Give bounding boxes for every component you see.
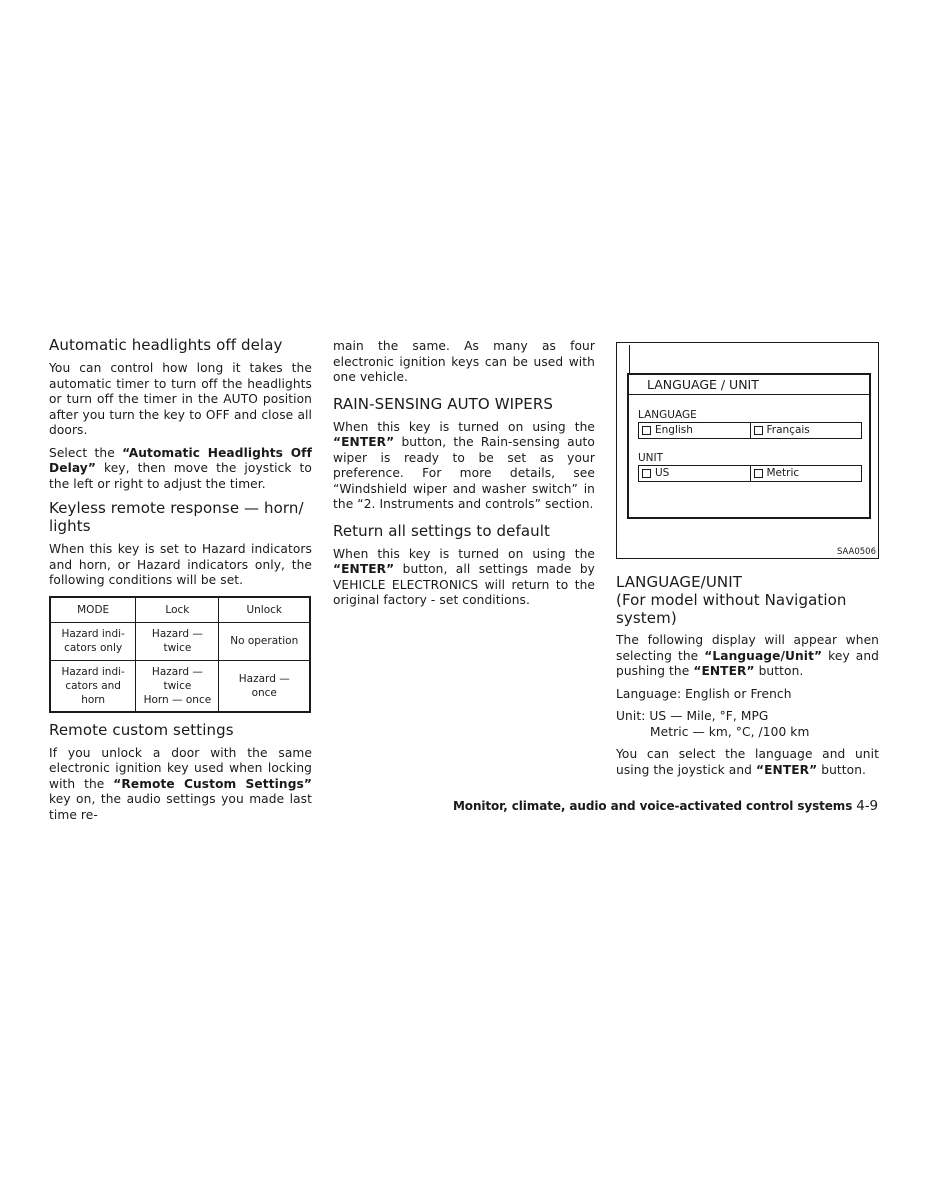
heading-remote-custom: Remote custom settings	[49, 720, 234, 739]
option-english[interactable]: English	[639, 423, 750, 438]
table-cell-lock: Hazard — twice	[136, 622, 219, 660]
checkbox-icon	[754, 469, 763, 478]
page-number: 4-9	[856, 798, 878, 814]
paragraph-return-default: When this key is turned on using the “ENTER” button, all settings made by VEHICLE ELECTRONICS will return to the original factory - set conditions.	[333, 546, 595, 607]
screen-title: LANGUAGE / UNIT	[629, 375, 869, 395]
option-metric[interactable]: Metric	[750, 466, 862, 481]
footer-section-title: Monitor, climate, audio and voice-activated control systems	[452, 799, 853, 813]
mode-table	[49, 596, 311, 713]
heading-rain-sensing: RAIN-SENSING AUTO WIPERS	[333, 394, 554, 413]
table-cell-unlock: Hazard — once	[219, 660, 310, 712]
paragraph-select: You can select the language and unit using the joystick and “ENTER” button.	[616, 747, 879, 777]
paragraph-keyless-remote: When this key is set to Hazard indicators and horn, or Hazard indicators only, the following conditions will be set.	[49, 542, 312, 587]
column-2	[333, 339, 595, 616]
option-francais[interactable]: Français	[750, 423, 862, 438]
language-options	[638, 422, 862, 439]
column-1	[49, 336, 312, 830]
paragraph-auto-headlights-select: Select the “Automatic Headlights Off Delay” key, then move the joystick to the left or right to adjust the timer.	[49, 445, 312, 491]
paragraph-language-unit: The following display will appear when selecting the “Language/Unit” key and pushing the “ENTER” button.	[616, 633, 879, 678]
table-header-lock: Lock	[136, 597, 219, 623]
display-screen	[627, 373, 871, 519]
language-unit-figure	[616, 342, 879, 559]
table-header-mode: MODE	[50, 597, 136, 623]
paragraph-language: Language: English or French	[616, 686, 792, 701]
checkbox-icon	[642, 426, 651, 435]
table-row	[50, 622, 310, 660]
unit-label: UNIT	[638, 452, 664, 464]
table-cell-lock: Hazard — twice Horn — once	[136, 660, 219, 712]
unit-options	[638, 465, 862, 482]
paragraph-auto-headlights: You can control how long it takes the automatic timer to turn off the headlights or turn off the timer in the AUTO position after you turn the key to OFF and close all doors.	[49, 361, 312, 437]
heading-auto-headlights: Automatic headlights off delay	[49, 336, 283, 354]
language-label: LANGUAGE	[638, 409, 697, 421]
heading-keyless-remote: Keyless remote response — horn/ lights	[49, 499, 304, 535]
checkbox-icon	[754, 426, 763, 435]
page-footer	[400, 798, 878, 814]
heading-language-unit: LANGUAGE/UNIT (For model without Navigation system)	[616, 573, 847, 627]
paragraph-continued: main the same. As many as four electronic ignition keys can be used with one vehicle.	[333, 339, 595, 384]
table-row	[50, 660, 310, 712]
paragraph-rain-sensing: When this key is turned on using the “ENTER” button, the Rain-sensing auto wiper is ready to be set as your preference. For more details, see “Windshield wiper and washer switch” in the “2. Instruments and controls” section.	[333, 419, 595, 511]
figure-code: SAA0506	[836, 547, 876, 557]
column-3	[616, 342, 879, 785]
option-us[interactable]: US	[639, 466, 750, 481]
table-cell-mode: Hazard indi- cators and horn	[50, 660, 136, 712]
table-header-unlock: Unlock	[219, 597, 310, 623]
table-cell-unlock: No operation	[219, 622, 310, 660]
paragraph-unit-us: Unit: US — Mile, °F, MPG	[616, 709, 769, 723]
checkbox-icon	[642, 469, 651, 478]
paragraph-unit-metric: Metric — km, °C, /100 km	[650, 724, 810, 739]
table-cell-mode: Hazard indi- cators only	[50, 622, 136, 660]
heading-return-default: Return all settings to default	[333, 521, 551, 540]
paragraph-remote-custom: If you unlock a door with the same electronic ignition key used when locking with the “Remote Custom Settings” key on, the audio settings you made last time re-	[49, 745, 312, 822]
